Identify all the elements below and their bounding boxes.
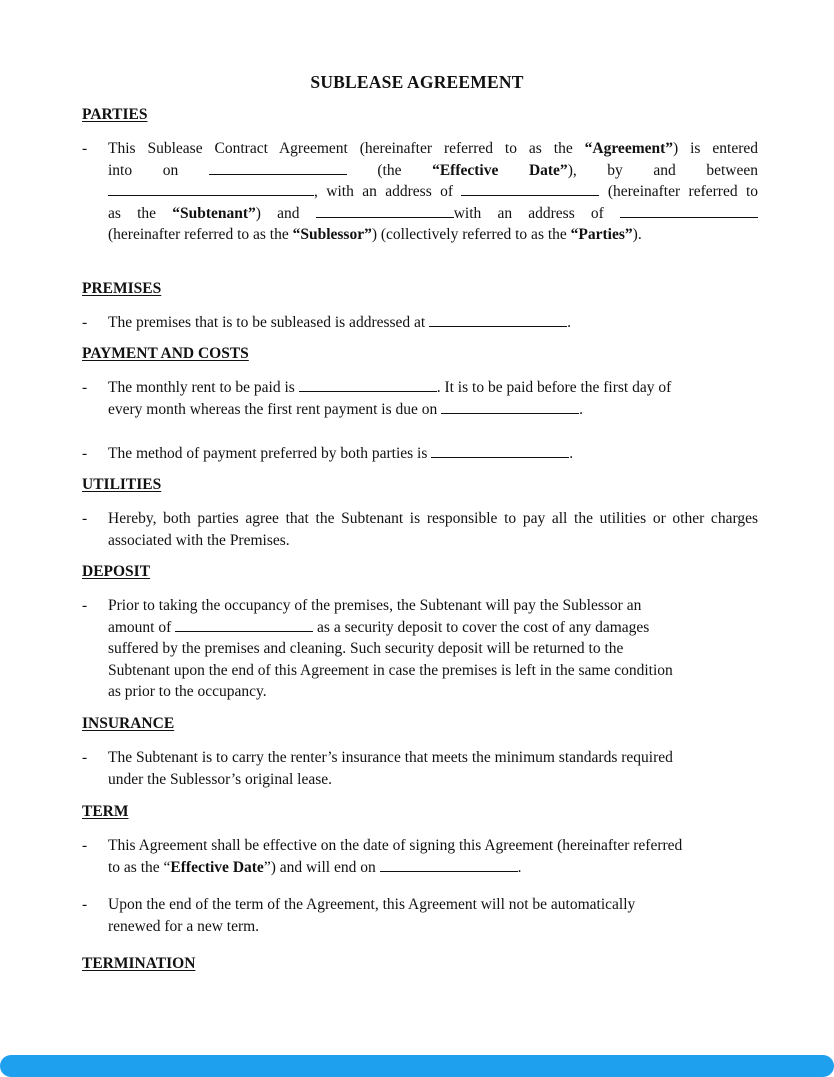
parties-clause — [82, 138, 758, 246]
payment-method-blank — [431, 443, 569, 458]
section-heading-deposit: DEPOSIT — [82, 563, 151, 580]
section-heading-payment: PAYMENT AND COSTS — [82, 345, 249, 362]
bullet-dash: - — [82, 510, 88, 527]
deposit-clause: - Prior to taking the occupancy of the premises, the Subtenant will pay the Sublessor an amount of as a security deposit to cover the cost of any damages suffered by the premises and cleaning. Such security deposit will be returned to the Subtenant upon the end of this Agreement in case the premises is left in the same condition as prior to the occupancy. — [82, 597, 673, 700]
bullet-dash: - — [82, 896, 88, 913]
term-clause-renewal: - Upon the end of the term of the Agreement, this Agreement will not be automatically renewed for a new term. — [82, 896, 636, 935]
bottom-accent-bar — [0, 1055, 834, 1077]
section-heading-parties: PARTIES — [82, 106, 148, 123]
payment-method-clause: - The method of payment preferred by both parties is . — [82, 443, 758, 465]
document-title: SUBLEASE AGREEMENT — [310, 72, 524, 92]
sublessor-name-blank — [316, 203, 454, 218]
payment-rent-clause: - The monthly rent to be paid is . It is to be paid before the first day of every month whereas the first rent payment is due on . — [82, 379, 672, 418]
section-heading-term: TERM — [82, 803, 129, 820]
section-heading-premises: PREMISES — [82, 280, 162, 297]
first-payment-date-blank — [441, 399, 579, 414]
parties-line-2: into on (the “Effective Date”), by and between — [108, 161, 759, 179]
end-date-blank — [380, 857, 518, 872]
premises-clause: - The premises that is to be subleased is addressed at . — [82, 312, 758, 334]
section-heading-utilities: UTILITIES — [82, 476, 162, 493]
parties-line-4: as the “Subtenant”) and with an address of — [108, 203, 758, 225]
term-clause-end-date: - This Agreement shall be effective on the date of signing this Agreement (hereinafter referred to as the “Effective Date”) and will end on . — [82, 837, 683, 876]
bullet-dash: - — [82, 597, 88, 614]
bullet-dash: - — [82, 140, 88, 157]
bullet-dash: - — [82, 445, 88, 462]
bullet-dash: - — [82, 314, 88, 331]
parties-line-5: (hereinafter referred to as the “Sublessor”) (collectively referred to as the “Parties”). — [108, 226, 642, 243]
section-heading-insurance: INSURANCE — [82, 715, 175, 732]
monthly-rent-blank — [299, 377, 437, 392]
section-heading-termination: TERMINATION — [82, 955, 196, 972]
effective-date-blank — [209, 160, 347, 175]
subtenant-address-blank — [461, 181, 599, 196]
utilities-clause: - Hereby, both parties agree that the Subtenant is responsible to pay all the utilities or other charges associated with the Premises. — [82, 510, 758, 549]
parties-line-1: This Sublease Contract Agreement (hereinafter referred to as the “Agreement”) is entered — [108, 140, 759, 157]
insurance-clause: - The Subtenant is to carry the renter’s insurance that meets the minimum standards required under the Sublessor’s original lease. — [82, 749, 673, 788]
parties-line-3: , with an address of (hereinafter referred to — [108, 181, 758, 203]
bullet-dash: - — [82, 749, 88, 766]
subtenant-name-blank — [108, 181, 314, 196]
deposit-amount-blank — [175, 617, 313, 632]
sublessor-address-blank — [620, 203, 758, 218]
premises-address-blank — [429, 312, 567, 327]
bullet-dash: - — [82, 379, 88, 396]
bullet-dash: - — [82, 837, 88, 854]
